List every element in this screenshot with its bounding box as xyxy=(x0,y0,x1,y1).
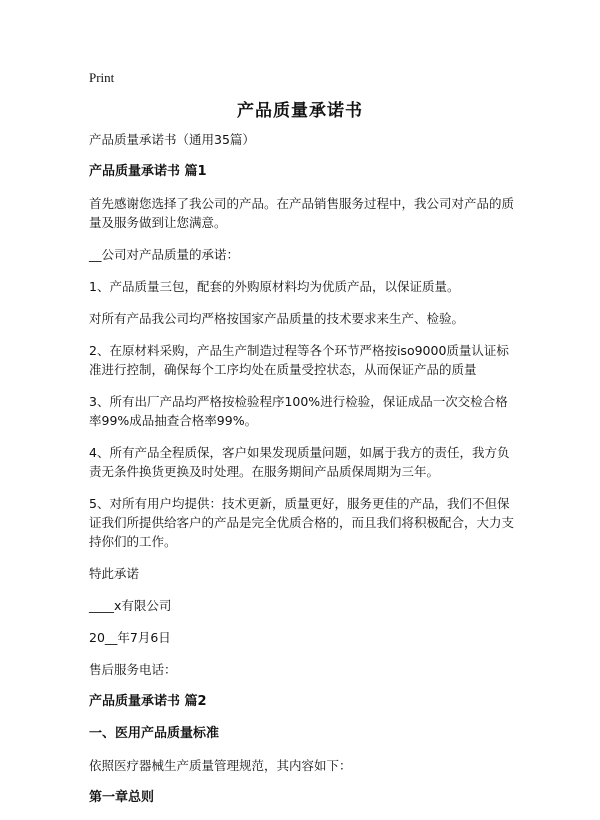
document-body xyxy=(89,130,519,820)
paragraph: __公司对产品质量的承诺： xyxy=(89,247,240,262)
subheading: 一、医用产品质量标准 xyxy=(89,726,220,741)
chapter-heading: 第一章总则 xyxy=(89,790,155,805)
paragraph: 依照医疗器械生产质量管理规范，其内容如下： xyxy=(89,758,352,773)
paragraph: 5、对所有用户均提供：技术更新，质量更好，服务更佳的产品，我们不但保证我们所提供给客户的产品是完全优质合格的，而且我们将积极配合，大力支持你们的工作。 xyxy=(89,496,515,549)
date: 20__年7月6日 xyxy=(89,630,171,645)
paragraph: 4、所有产品全程质保，客户如果发现质量问题，如属于我方的责任，我方负责无条件换货更换及时处理。在服务期间产品质保周期为三年。 xyxy=(89,445,510,479)
page-title: 产品质量承诺书 xyxy=(237,101,363,121)
section-heading-2: 产品质量承诺书 篇2 xyxy=(89,694,207,709)
paragraph: 2、在原材料采购，产品生产制造过程等各个环节严格按iso9000质量认证标准进行控制，确保每个工序均处在质量受控状态，从而保证产品的质量 xyxy=(89,343,509,377)
section-heading-1: 产品质量承诺书 篇1 xyxy=(89,164,207,179)
company-signature: ____x有限公司 xyxy=(89,598,172,613)
paragraph: 3、所有出厂产品均严格按检验程序100%进行检验，保证成品一次交检合格率99%成品抽查合格率99%。 xyxy=(89,394,508,428)
paragraph: 首先感谢您选择了我公司的产品。在产品销售服务过程中，我公司对产品的质量及服务做到让您满意。 xyxy=(89,196,515,230)
print-link[interactable]: Print xyxy=(89,70,115,85)
paragraph: 对所有产品我公司均严格按国家产品质量的技术要求来生产、检验。 xyxy=(89,311,465,326)
subtitle: 产品质量承诺书（通用35篇） xyxy=(89,132,255,147)
closing: 特此承诺 xyxy=(89,566,140,581)
service-phone: 售后服务电话： xyxy=(89,662,177,677)
paragraph: 1、产品质量三包，配套的外购原材料均为优质产品，以保证质量。 xyxy=(89,279,460,294)
